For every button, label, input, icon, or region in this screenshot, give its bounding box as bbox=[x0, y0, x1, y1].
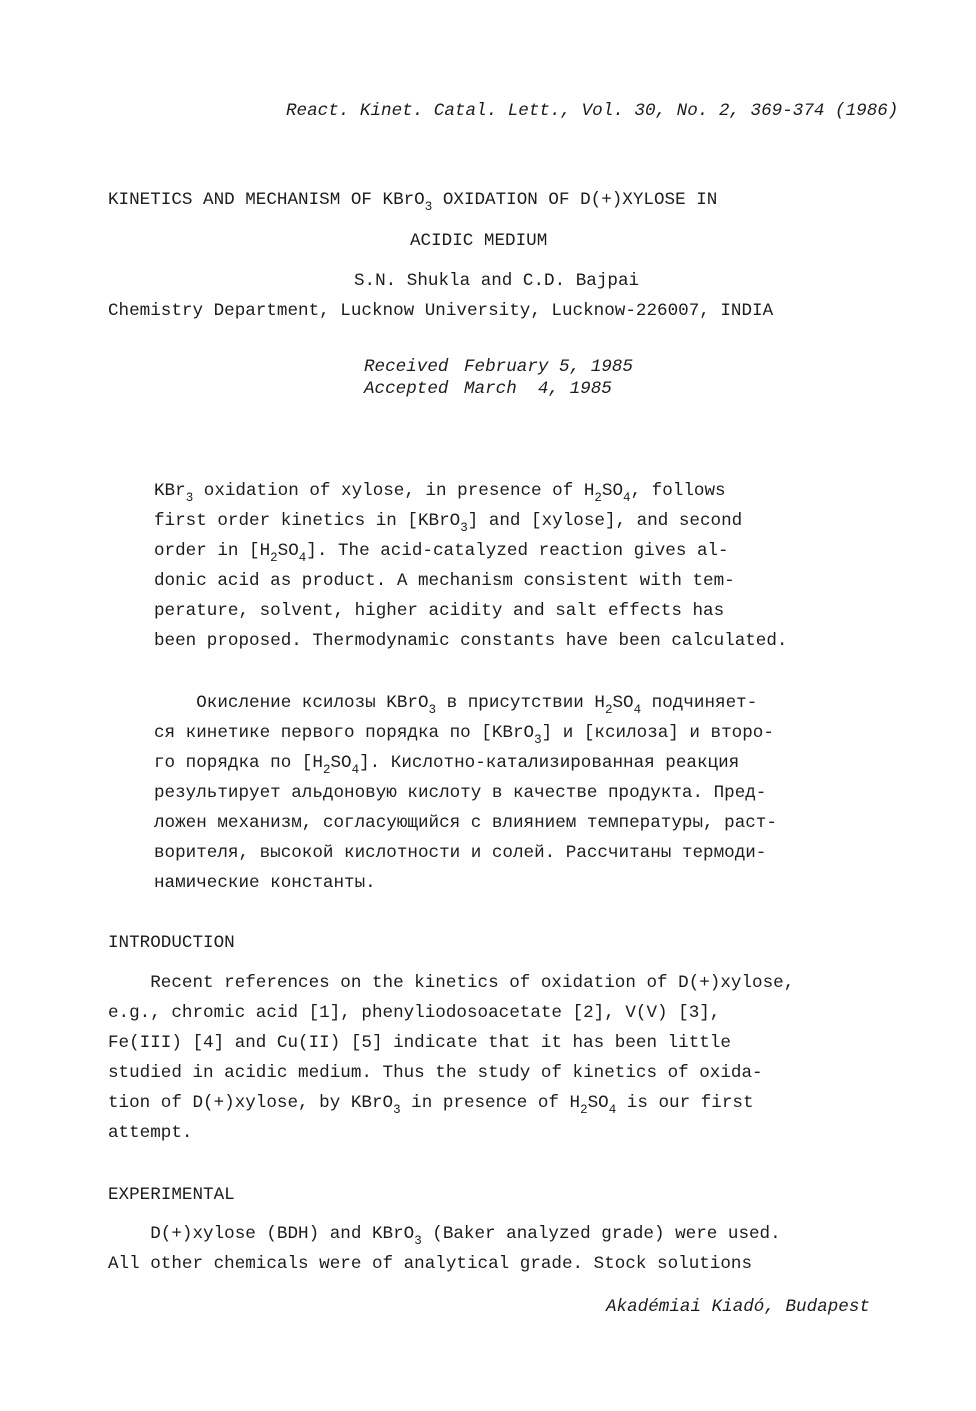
received-date: February 5, 1985 bbox=[464, 357, 633, 377]
abstract-en-line: donic acid as product. A mechanism consistent with tem- bbox=[154, 571, 735, 591]
abstract-ru-line: ся кинетике первого порядка по [KBrO$_3$] и [ксилоза] и второ- bbox=[154, 723, 774, 747]
paper-title-line-1: KINETICS AND MECHANISM OF KBrO$_3$ OXIDATION OF D(+)XYLOSE IN bbox=[108, 190, 718, 214]
intro-line: e.g., chromic acid [1], phenyliodosoacetate [2], V(V) [3], bbox=[108, 1003, 721, 1023]
intro-line: tion of D(+)xylose, by KBrO$_3$ in presence of $H_2SO_4$ is our first bbox=[108, 1093, 754, 1117]
affiliation: Chemistry Department, Lucknow University, Lucknow-226007, INDIA bbox=[108, 301, 774, 321]
experimental-body bbox=[108, 1219, 781, 1279]
abstract-ru-line: го порядка по $[H_2SO_4]$. Кислотно-катализированная реакция bbox=[154, 753, 740, 777]
accepted-date: March 4, 1985 bbox=[464, 379, 612, 399]
accepted-label: Accepted bbox=[364, 379, 449, 399]
received-label: Received bbox=[364, 357, 449, 377]
abstract-ru-line: Окисление ксилозы KBrO$_3$ в присутствии $H_2SO_4$ подчиняет- bbox=[154, 693, 758, 717]
abstract-en-line: perature, solvent, higher acidity and salt effects has bbox=[154, 601, 725, 621]
intro-line: attempt. bbox=[108, 1123, 193, 1143]
journal-citation: React. Kinet. Catal. Lett., Vol. 30, No. 2, 369-374 (1986) bbox=[286, 101, 899, 121]
abstract-en-line: first order kinetics in [KBrO$_3$] and [xylose], and second bbox=[154, 511, 743, 535]
experimental-line: All other chemicals were of analytical grade. Stock solutions bbox=[108, 1254, 753, 1274]
abstract-ru-line: намические константы. bbox=[154, 873, 376, 893]
abstract-ru-line: ворителя, высокой кислотности и солей. Рассчитаны термоди- bbox=[154, 843, 767, 863]
introduction-body bbox=[108, 968, 794, 1148]
abstract-ru-line: результирует альдоновую кислоту в качестве продукта. Пред- bbox=[154, 783, 767, 803]
abstract-english bbox=[154, 476, 787, 656]
paper-title-line-2: ACIDIC MEDIUM bbox=[410, 231, 548, 251]
abstract-en-line: KBr$_3$ oxidation of xylose, in presence of $H_2SO_4$, follows bbox=[154, 481, 726, 505]
abstract-russian bbox=[154, 688, 777, 898]
section-heading-experimental: EXPERIMENTAL bbox=[108, 1185, 235, 1205]
publisher-footer: Akadémiai Kiadó, Budapest bbox=[606, 1297, 870, 1317]
authors: S.N. Shukla and C.D. Bajpai bbox=[354, 271, 640, 291]
experimental-line: D(+)xylose (BDH) and KBrO$_3$ (Baker analyzed grade) were used. bbox=[108, 1224, 781, 1248]
abstract-en-line: order in $[H_2SO_4]$. The acid-catalyzed reaction gives al- bbox=[154, 541, 729, 565]
abstract-ru-line: ложен механизм, согласующийся с влиянием температуры, раст- bbox=[154, 813, 777, 833]
abstract-en-line: been proposed. Thermodynamic constants have been calculated. bbox=[154, 631, 788, 651]
intro-line: Fe(III) [4] and Cu(II) [5] indicate that it has been little bbox=[108, 1033, 731, 1053]
intro-line: Recent references on the kinetics of oxidation of D(+)xylose, bbox=[108, 973, 795, 993]
section-heading-introduction: INTRODUCTION bbox=[108, 933, 235, 953]
intro-line: studied in acidic medium. Thus the study of kinetics of oxida- bbox=[108, 1063, 763, 1083]
